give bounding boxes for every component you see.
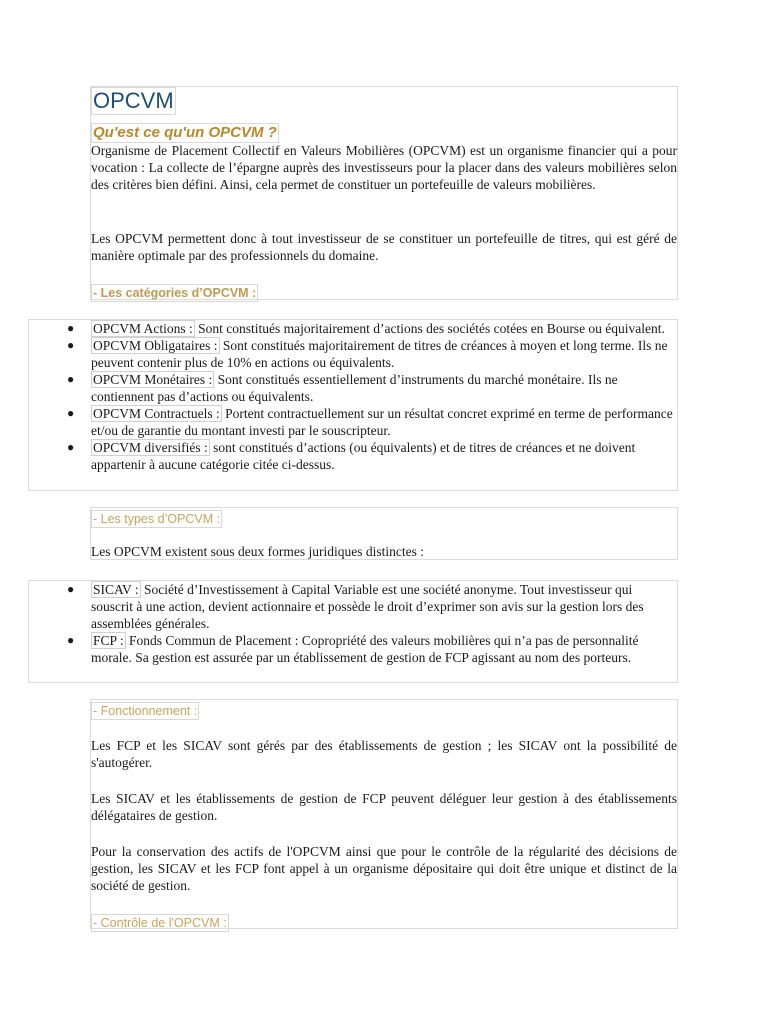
page-subtitle: Qu'est ce qu'un OPCVM ? [93, 124, 277, 141]
intro-paragraph-1: Organisme de Placement Collectif en Valeurs Mobilières (OPCVM) est un organisme financier qui a pour vocation : La collecte de l’épargne auprès des investisseurs pour la placer dans des valeurs mobilières selon des critères bien défini. Ainsi, cela permet de constituer un portefeuille de valeurs mobilières. [91, 143, 677, 192]
category-term: OPCVM Obligataires : [93, 338, 218, 353]
category-term: OPCVM diversifiés : [93, 440, 208, 455]
type-text: Société d’Investissement à Capital Variable est une société anonyme. Tout investisseur qui souscrit à une action, devient actionnaire et possède le droit d’exprimer son avis sur la gestion lors des assemblées générales. [91, 582, 644, 631]
type-term: FCP : [93, 633, 124, 648]
types-intro-text: Les OPCVM existent sous deux formes juridiques distinctes : [91, 544, 424, 559]
categories-heading-wrap [91, 282, 258, 302]
fonctionnement-heading: - Fonctionnement : [93, 704, 198, 718]
bullet-icon: ● [67, 582, 75, 596]
list-item [29, 405, 676, 439]
bullet-icon: ● [67, 321, 75, 335]
type-text: Fonds Commun de Placement : Copropriété des valeurs mobilières qui n’a pas de personnalité morale. Sa gestion est assurée par un établissement de gestion de FCP agissant au nom des porteurs. [91, 633, 639, 665]
category-text: Sont constitués essentiellement d’instruments du marché monétaire. Ils ne contiennent pas d’actions ou équivalents. [91, 372, 618, 404]
intro-block [90, 86, 678, 300]
list-item [29, 632, 676, 666]
category-text: Sont constitués majoritairement de titres de créances à moyen et long terme. Ils ne peuvent contenir plus de 10% en actions ou équivalents. [91, 338, 668, 370]
fonctionnement-paragraph-3: Pour la conservation des actifs de l'OPCVM ainsi que pour le contrôle de la régularité des décisions de gestion, les SICAV et les FCP font appel à un organisme dépositaire qui doit être unique et distinct de la société de gestion. [91, 844, 677, 893]
types-heading: - Les types d’OPCVM : [93, 512, 221, 526]
types-list [29, 581, 676, 666]
category-term: OPCVM Monétaires : [93, 372, 213, 387]
list-item [29, 337, 676, 371]
categories-heading: - Les catégories d’OPCVM : [93, 286, 257, 300]
category-term: OPCVM Contractuels : [93, 406, 220, 421]
category-text: Portent contractuellement sur un résultat concret exprimé en terme de performance et/ou de garantie du montant investi par le souscripteur. [91, 406, 673, 438]
fonctionnement-paragraph-2: Les SICAV et les établissements de gestion de FCP peuvent déléguer leur gestion à des établissements délégataires de gestion. [91, 791, 677, 823]
bullet-icon: ● [67, 406, 75, 420]
bullet-icon: ● [67, 372, 75, 386]
bullet-icon: ● [67, 633, 75, 647]
controle-heading-wrap [91, 912, 229, 932]
list-item [29, 371, 676, 405]
fonctionnement-paragraph-1: Les FCP et les SICAV sont gérés par des établissements de gestion ; les SICAV ont la possibilité de s'autogérer. [91, 738, 677, 770]
list-item [29, 439, 676, 473]
types-heading-wrap [91, 508, 222, 528]
category-text: sont constitués d’actions (ou équivalents) et de titres de créances et ne doivent appartenir à aucune catégorie citée ci-dessus. [91, 440, 636, 472]
categories-list [29, 320, 676, 473]
intro-paragraph-2: Les OPCVM permettent donc à tout investisseur de se constituer un portefeuille de titres, qui est géré de manière optimale par des professionnels du domaine. [91, 231, 677, 263]
list-item [29, 581, 676, 632]
controle-heading: - Contrôle de l'OPCVM : [93, 916, 227, 930]
bullet-icon: ● [67, 338, 75, 352]
category-term: OPCVM Actions : [93, 321, 193, 336]
category-text: Sont constitués majoritairement d’actions des sociétés cotées en Bourse ou équivalent. [194, 321, 665, 336]
page-title: OPCVM [93, 88, 174, 113]
fonctionnement-heading-wrap [91, 700, 199, 720]
type-term: SICAV : [93, 582, 139, 597]
bullet-icon: ● [67, 440, 75, 454]
list-item [29, 320, 676, 337]
